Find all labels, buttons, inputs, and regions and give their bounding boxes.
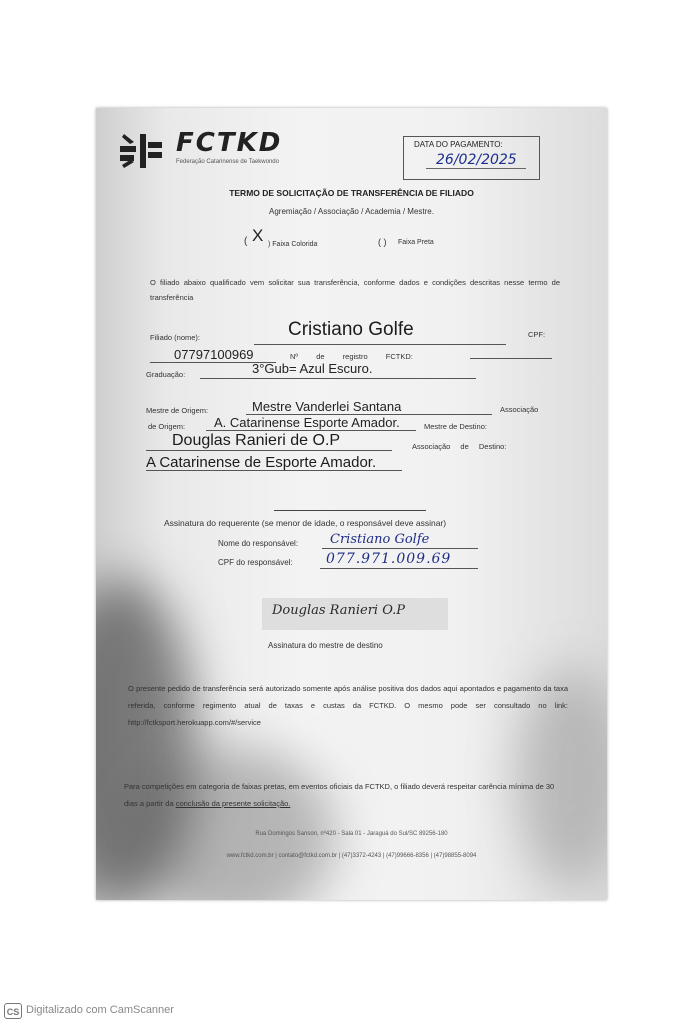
dest-master-value: Douglas Ranieri de O.P bbox=[172, 432, 341, 449]
origin-assoc-value: A. Catarinense Esporte Amador. bbox=[214, 415, 400, 430]
origin-master-value: Mestre Vanderlei Santana bbox=[252, 399, 402, 414]
footer-address: Rua Domingos Sanson, nº420 - Sala 01 - Jaraguá do Sul/SC 89256-180 bbox=[255, 831, 448, 837]
dest-assoc-line bbox=[146, 470, 402, 471]
guardian-cpf-line bbox=[320, 568, 478, 569]
destination-master-signature: Douglas Ranieri O.P bbox=[272, 603, 405, 618]
guardian-name-line bbox=[322, 548, 478, 549]
option-black-checkbox: ( ) bbox=[378, 237, 387, 247]
origin-assoc-line bbox=[206, 430, 416, 431]
option-colored-paren: ( bbox=[244, 236, 248, 247]
guardian-name-label: Nome do responsável: bbox=[218, 539, 299, 548]
payment-date-value: 26/02/2025 bbox=[436, 152, 517, 168]
guardian-cpf-label: CPF do responsável: bbox=[218, 558, 293, 567]
logo-subtitle: Federação Catarinense de Taekwondo bbox=[176, 159, 279, 165]
cpf-label: CPF: bbox=[528, 330, 546, 339]
dest-master-label: Mestre de Destino: bbox=[424, 422, 487, 431]
black-belt-note-text: Para competições em categoria de faixas pretas, em eventos oficiais da FCTKD, o filiado deverá respeitar carência mínima de 30 dias a partir da bbox=[124, 782, 555, 808]
grade-line bbox=[200, 378, 476, 379]
registry-line bbox=[470, 358, 552, 359]
payment-date-label: DATA DO PAGAMENTO: bbox=[414, 140, 503, 149]
registry-label: Nº de registro FCTKD: bbox=[290, 352, 413, 361]
option-colored-label: ) Faixa Colorida bbox=[268, 241, 318, 248]
footer-contacts: www.fctkd.com.br | contato@fctkd.com.br | (47)3372-4243 | (47)99666-8356 | (47)98855-8094 bbox=[226, 853, 477, 859]
guardian-cpf-value: 077.971.009.69 bbox=[326, 551, 452, 567]
destination-signature-label: Assinatura do mestre de destino bbox=[268, 641, 383, 650]
scanned-document bbox=[96, 108, 607, 900]
intro-paragraph: O filiado abaixo qualificado vem solicitar sua transferência, conforme dados e condições descritas nesse termo de transferência bbox=[150, 278, 560, 302]
grade-label: Graduação: bbox=[146, 370, 186, 379]
requester-signature-label: Assinatura do requerente (se menor de idade, o responsável deve assinar) bbox=[164, 518, 447, 528]
form-title: TERMO DE SOLICITAÇÃO DE TRANSFERÊNCIA DE FILIADO bbox=[229, 188, 474, 198]
logo-text: FCTKD bbox=[176, 128, 283, 158]
origin-master-label: Mestre de Origem: bbox=[146, 406, 209, 415]
affiliate-label: Filiado (nome): bbox=[150, 333, 201, 342]
camscanner-icon: CS bbox=[4, 1003, 22, 1019]
black-belt-note-underlined: conclusão da presente solicitação. bbox=[175, 799, 291, 808]
requester-signature-line bbox=[274, 510, 426, 511]
affiliate-name: Cristiano Golfe bbox=[288, 319, 414, 340]
form-subtitle: Agremiação / Associação / Academia / Mestre. bbox=[269, 207, 434, 216]
option-black-label: Faixa Preta bbox=[398, 239, 434, 246]
origin-assoc-label: Associação bbox=[500, 405, 539, 414]
grade-value: 3°Gub= Azul Escuro. bbox=[252, 361, 373, 376]
guardian-name-signature: Cristiano Golfe bbox=[330, 532, 430, 547]
affiliate-line bbox=[254, 344, 506, 345]
camscanner-watermark: Digitalizado com CamScanner bbox=[26, 1004, 174, 1016]
payment-date-underline bbox=[426, 168, 526, 169]
dest-assoc-label: Associação de Destino: bbox=[412, 442, 507, 451]
black-belt-note bbox=[124, 778, 569, 812]
option-colored-check-mark: X bbox=[252, 226, 264, 245]
cpf-value: 07797100969 bbox=[174, 347, 254, 362]
dest-assoc-value: A Catarinense de Esporte Amador. bbox=[146, 454, 377, 471]
origin-assoc-label-cont: de Origem: bbox=[148, 422, 186, 431]
terms-paragraph: O presente pedido de transferência será autorizado somente após análise positiva dos dados aqui apontados e pagamento da taxa referida, conforme regimento atual de taxas e custas da FCTKD. O mesmo pode ser consultado no link: http://fctksport.herokuapp.com/#/service bbox=[128, 684, 568, 727]
fctkd-logo-icon bbox=[120, 134, 162, 168]
dest-master-line bbox=[146, 450, 392, 451]
